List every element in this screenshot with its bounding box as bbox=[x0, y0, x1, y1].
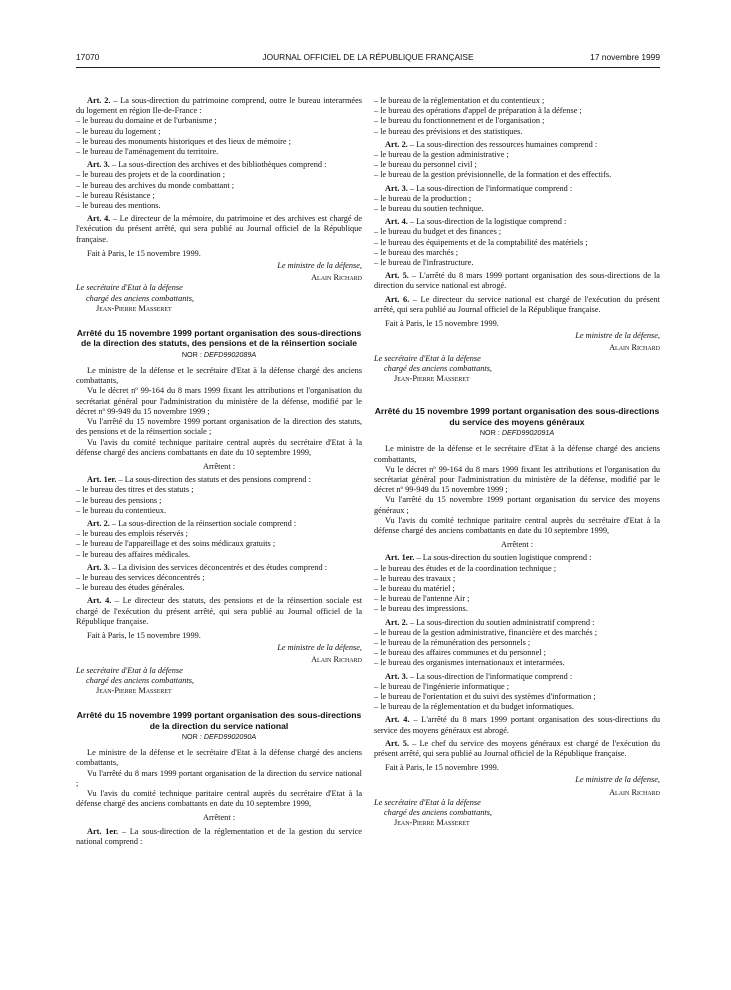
decree-service-national-continued bbox=[374, 96, 660, 384]
list-item: – le bureau Résistance ; bbox=[76, 190, 155, 200]
preamble-paragraph: Vu l'arrêté du 15 novembre 1999 portant organisation du service des moyens généraux ; bbox=[374, 495, 660, 515]
list-item: – le bureau du contentieux. bbox=[76, 505, 167, 515]
list-item: – le bureau du domaine et de l'urbanisme ; bbox=[76, 116, 217, 126]
decree-title: Arrêté du 15 novembre 1999 portant organisation des sous-directions du service des moyens généraux bbox=[374, 406, 660, 427]
secretary-title: Le secrétaire d'Etat à la défense bbox=[76, 283, 183, 293]
list-item: – le bureau des monuments historiques et des lieux de mémoire ; bbox=[76, 136, 291, 146]
decree-statuts-pensions bbox=[76, 328, 362, 696]
header-rule bbox=[76, 67, 660, 68]
article: Art. 5. – Le chef du service des moyens généraux est chargé de l'exécution du présent arrêté, qui sera publié au Journal officiel de la République française. bbox=[374, 738, 661, 758]
secretary-title-2: chargé des anciens combattants, bbox=[384, 363, 492, 373]
preamble-paragraph: Vu l'arrêté du 15 novembre 1999 portant organisation de la direction des statuts, des pensions et de la réinsertion sociale ; bbox=[76, 417, 362, 437]
article: Art. 2. – La sous-direction des ressources humaines comprend : bbox=[385, 139, 598, 149]
secretary-name: Jean-Pierre Masseret bbox=[96, 685, 172, 695]
article: Art. 2. – La sous-direction du patrimoine comprend, outre le bureau interarmées du logement en région Ile-de-France : bbox=[76, 96, 362, 116]
preamble-paragraph: Le ministre de la défense et le secrétaire d'Etat à la défense chargé des anciens combattants, bbox=[76, 748, 362, 768]
list-item: – le bureau des études et de la coordination technique ; bbox=[374, 563, 557, 573]
list-item: – le bureau de la gestion administrative, financière et des marchés ; bbox=[374, 627, 598, 637]
secretary-title-2: chargé des anciens combattants, bbox=[86, 675, 194, 685]
list-item: – le bureau des impressions. bbox=[374, 604, 468, 614]
list-item: – le bureau de l'antenne Air ; bbox=[374, 594, 470, 604]
list-item: – le bureau de la réglementation et du budget informatiques. bbox=[374, 702, 574, 712]
list-item: – le bureau de la gestion prévisionnelle, de la formation et des effectifs. bbox=[374, 170, 612, 180]
article: Art. 1er. – La sous-direction de la réglementation et de la gestion du service national comprend : bbox=[76, 826, 362, 846]
list-item: – le bureau du logement ; bbox=[76, 126, 161, 136]
page-header bbox=[76, 52, 660, 66]
minister-title: Le ministre de la défense, bbox=[277, 643, 362, 653]
article: Art. 3. – La sous-direction de l'informatique comprend : bbox=[385, 671, 573, 681]
article: Art. 2. – La sous-direction de la réinsertion sociale comprend : bbox=[87, 518, 297, 528]
decree-moyens-generaux bbox=[374, 406, 660, 828]
article: Art. 1er. – La sous-direction du soutien logistique comprend : bbox=[385, 553, 592, 563]
list-item: – le bureau des équipements et de la comptabilité des matériels ; bbox=[374, 237, 588, 247]
minister-name: Alain Richard bbox=[609, 343, 660, 353]
nor-reference: NOR : DEFD9902091A bbox=[479, 428, 555, 438]
list-item: – le bureau des affaires communes et du personnel ; bbox=[374, 648, 546, 658]
list-item: – le bureau de l'ingénierie informatique ; bbox=[374, 681, 510, 691]
signing-place-date: Fait à Paris, le 15 novembre 1999. bbox=[385, 763, 499, 773]
minister-title: Le ministre de la défense, bbox=[277, 261, 362, 271]
secretary-title: Le secrétaire d'Etat à la défense bbox=[374, 353, 481, 363]
list-item: – le bureau des projets et de la coordination ; bbox=[76, 170, 226, 180]
article: Art. 1er. – La sous-direction des statuts et des pensions comprend : bbox=[87, 475, 311, 485]
list-item: – le bureau de l'aménagement du territoire. bbox=[76, 147, 219, 157]
secretary-title-2: chargé des anciens combattants, bbox=[384, 808, 492, 817]
list-item: – le bureau de l'orientation et du suivi des systèmes d'information ; bbox=[374, 691, 596, 701]
left-column bbox=[76, 96, 362, 847]
list-item: – le bureau des emplois réservés ; bbox=[76, 529, 188, 539]
list-item: – le bureau du matériel ; bbox=[374, 583, 455, 593]
nor-reference: NOR : DEFD9902089A bbox=[181, 349, 257, 359]
list-item: – le bureau de l'infrastructure. bbox=[374, 258, 474, 268]
preamble-paragraph: Vu le décret nº 99-164 du 8 mars 1999 fixant les attributions et l'organisation du secrétariat général pour l'administration du ministère de la défense, modifié par le décret nº 99-949 du 15 novembre 1999 ; bbox=[76, 386, 362, 416]
minister-title: Le ministre de la défense, bbox=[575, 775, 660, 785]
list-item: – le bureau des opérations d'appel de préparation à la défense ; bbox=[374, 106, 582, 116]
preamble-paragraph: Vu l'avis du comité technique paritaire central auprès du secrétaire d'Etat à la défense chargé des anciens combattants en date du 10 septembre 1999, bbox=[76, 437, 362, 457]
list-item: – le bureau de la production ; bbox=[374, 193, 472, 203]
decree-service-national bbox=[76, 710, 362, 847]
preamble-paragraph: Le ministre de la défense et le secrétaire d'Etat à la défense chargé des anciens combattants, bbox=[76, 366, 362, 386]
list-item: – le bureau du soutien technique. bbox=[374, 204, 484, 214]
list-item: – le bureau des marchés ; bbox=[374, 247, 459, 257]
list-item: – le bureau des travaux ; bbox=[374, 573, 456, 583]
page-number: 17070 bbox=[76, 52, 100, 62]
list-item: – le bureau des services déconcentrés ; bbox=[76, 572, 205, 582]
list-item: – le bureau des affaires médicales. bbox=[76, 549, 191, 559]
preamble-paragraph: Vu l'avis du comité technique paritaire central auprès du secrétaire d'Etat à la défense chargé des anciens combattants en date du 10 septembre 1999, bbox=[374, 515, 660, 535]
decree-title: Arrêté du 15 novembre 1999 portant organisation des sous-directions de la direction du service national bbox=[76, 710, 362, 731]
article: Art. 3. – La sous-direction de l'informatique comprend : bbox=[385, 183, 573, 193]
secretary-name: Jean-Pierre Masseret bbox=[96, 303, 172, 313]
secretary-title: Le secrétaire d'Etat à la défense bbox=[76, 665, 183, 675]
article: Art. 3. – La division des services déconcentrés et des études comprend : bbox=[87, 562, 328, 572]
preamble-paragraph: Le ministre de la défense et le secrétaire d'Etat à la défense chargé des anciens combattants, bbox=[374, 444, 660, 464]
secretary-title-2: chargé des anciens combattants, bbox=[86, 293, 194, 303]
secretary-title: Le secrétaire d'Etat à la défense bbox=[374, 797, 481, 807]
minister-name: Alain Richard bbox=[609, 787, 660, 797]
right-column bbox=[374, 96, 660, 828]
article: Art. 4. – La sous-direction de la logistique comprend : bbox=[385, 217, 567, 227]
article: Art. 2. – La sous-direction du soutien administratif comprend : bbox=[385, 617, 595, 627]
secretary-name: Jean-Pierre Masseret bbox=[394, 374, 470, 384]
decree-continuation bbox=[76, 96, 362, 314]
minister-name: Alain Richard bbox=[311, 273, 362, 283]
article: Art. 4. – Le directeur de la mémoire, du patrimoine et des archives est chargé de l'exécution du présent arrêté, qui sera publié au Journal officiel de la République française. bbox=[76, 214, 363, 244]
issue-date: 17 novembre 1999 bbox=[590, 52, 660, 62]
article: Art. 4. – L'arrêté du 8 mars 1999 portant organisation des sous-directions du service des moyens généraux est abrogé. bbox=[374, 715, 660, 735]
article: Art. 5. – L'arrêté du 8 mars 1999 portant organisation des sous-directions de la direction du service national est abrogé. bbox=[374, 271, 660, 291]
list-item: – le bureau des prévisions et des statistiques. bbox=[374, 126, 523, 136]
list-item: – le bureau du budget et des finances ; bbox=[374, 227, 502, 237]
preamble-paragraph: Vu l'arrêté du 8 mars 1999 portant organisation de la direction du service national ; bbox=[76, 768, 362, 788]
list-item: – le bureau des archives du monde combattant ; bbox=[76, 180, 235, 190]
article: Art. 4. – Le directeur des statuts, des pensions et de la réinsertion sociale est chargé de l'exécution du présent arrêté, qui sera publié au Journal officiel de la République française. bbox=[76, 596, 363, 626]
nor-reference: NOR : DEFD9902090A bbox=[181, 731, 257, 741]
signing-place-date: Fait à Paris, le 15 novembre 1999. bbox=[385, 319, 499, 329]
article: Art. 3. – La sous-direction des archives et des bibliothèques comprend : bbox=[87, 160, 327, 170]
list-item: – le bureau de la rémunération des personnels ; bbox=[374, 637, 531, 647]
decree-title: Arrêté du 15 novembre 1999 portant organisation des sous-directions de la direction des statuts, des pensions et de la réinsertion sociale bbox=[76, 328, 362, 349]
list-item: – le bureau de la réglementation et du contentieux ; bbox=[374, 96, 545, 105]
signing-place-date: Fait à Paris, le 15 novembre 1999. bbox=[87, 630, 201, 640]
minister-title: Le ministre de la défense, bbox=[575, 331, 660, 341]
list-item: – le bureau des pensions ; bbox=[76, 495, 162, 505]
journal-title: JOURNAL OFFICIEL DE LA RÉPUBLIQUE FRANÇAISE bbox=[262, 52, 474, 62]
list-item: – le bureau de l'appareillage et des soins médicaux gratuits ; bbox=[76, 539, 276, 549]
list-item: – le bureau de la gestion administrative ; bbox=[374, 150, 509, 160]
list-item: – le bureau des organismes internationaux et interarmées. bbox=[374, 658, 565, 668]
list-item: – le bureau des titres et des statuts ; bbox=[76, 485, 194, 495]
signing-place-date: Fait à Paris, le 15 novembre 1999. bbox=[87, 248, 201, 258]
minister-name: Alain Richard bbox=[311, 655, 362, 665]
list-item: – le bureau du personnel civil ; bbox=[374, 160, 477, 170]
article: Art. 6. – Le directeur du service national est chargé de l'exécution du présent arrêté, qui sera publié au Journal officiel de la République française. bbox=[374, 294, 660, 314]
preamble-paragraph: Vu le décret nº 99-164 du 8 mars 1999 fixant les attributions et l'organisation du secrétariat général pour l'administration du ministère de la défense, modifié par le décret nº 99-949 du 15 novembre 1999 ; bbox=[374, 464, 660, 495]
arrete-heading: Arrêtent : bbox=[202, 813, 236, 823]
arrete-heading: Arrêtent : bbox=[202, 461, 236, 471]
arrete-heading: Arrêtent : bbox=[500, 540, 534, 550]
secretary-name: Jean-Pierre Masseret bbox=[394, 818, 470, 828]
preamble-paragraph: Vu l'avis du comité technique paritaire central auprès du secrétaire d'Etat à la défense chargé des anciens combattants en date du 10 septembre 1999, bbox=[76, 789, 362, 809]
list-item: – le bureau des mentions. bbox=[76, 201, 161, 211]
list-item: – le bureau du fonctionnement et de l'organisation ; bbox=[374, 116, 545, 126]
list-item: – le bureau des études générales. bbox=[76, 583, 185, 593]
